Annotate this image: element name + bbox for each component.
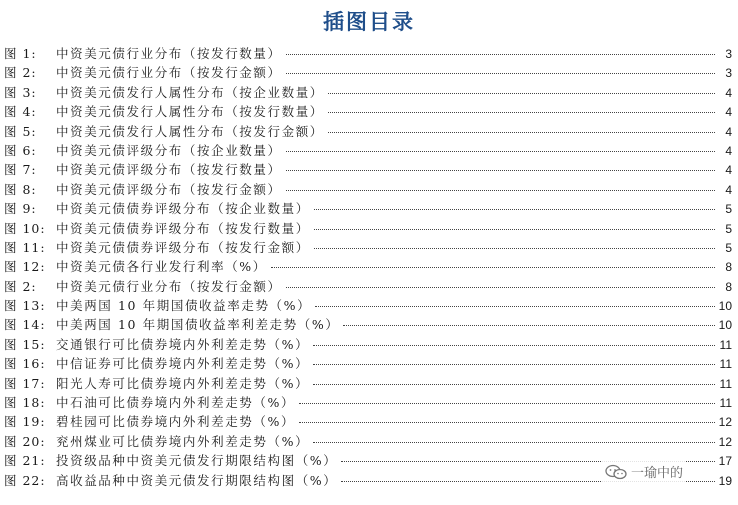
- figure-caption: 中资美元债债券评级分布（按发行金额）: [56, 239, 310, 255]
- dot-leader: [314, 229, 715, 230]
- dot-leader: [314, 209, 715, 210]
- dot-leader: [286, 54, 715, 55]
- figure-caption: 中资美元债行业分布（按发行金额）: [56, 65, 282, 81]
- figure-number: 图 18:: [4, 395, 46, 411]
- page-number: 4: [725, 105, 732, 120]
- dot-leader: [286, 170, 715, 171]
- toc-entry[interactable]: [4, 335, 732, 354]
- page-number: 11: [719, 376, 732, 391]
- figure-number: 图 20:: [4, 433, 46, 449]
- figure-number: 图 17:: [4, 375, 46, 391]
- figure-index-list: [4, 44, 732, 490]
- toc-entry[interactable]: [4, 63, 732, 82]
- figure-number: 图 5:: [4, 123, 37, 139]
- dot-leader: [286, 190, 715, 191]
- figure-caption: 中石油可比债券境内外利差走势（%）: [56, 395, 296, 411]
- figure-caption: 中信证券可比债券境内外利差走势（%）: [56, 356, 310, 372]
- toc-entry[interactable]: [4, 354, 732, 373]
- watermark-text: 一瑜中的: [631, 466, 684, 481]
- dot-leader: [299, 403, 715, 404]
- toc-entry[interactable]: [4, 412, 732, 431]
- page-number: 5: [725, 240, 732, 255]
- page-number: 4: [725, 124, 732, 139]
- figure-number: 图 13:: [4, 298, 46, 314]
- figure-number: 图 10:: [4, 220, 46, 236]
- figure-caption: 中资美元债评级分布（按发行数量）: [56, 162, 282, 178]
- dot-leader: [286, 73, 715, 74]
- page-number: 4: [725, 163, 732, 178]
- figure-caption: 交通银行可比债券境内外利差走势（%）: [56, 336, 310, 352]
- figure-number: 图 22:: [4, 472, 46, 488]
- figure-number: 图 2:: [4, 65, 37, 81]
- figure-caption: 投资级品种中资美元债发行期限结构图（%）: [56, 453, 338, 469]
- figure-caption: 中资美元债发行人属性分布（按发行数量）: [56, 104, 324, 120]
- figure-number: 图 21:: [4, 453, 46, 469]
- figure-caption: 高收益品种中资美元债发行期限结构图（%）: [56, 472, 338, 488]
- page-title: 插图目录: [323, 10, 415, 34]
- figure-caption: 中资美元债行业分布（按发行金额）: [56, 278, 282, 294]
- toc-entry[interactable]: [4, 393, 732, 412]
- toc-entry[interactable]: [4, 122, 732, 141]
- figure-caption: 中资美元债发行人属性分布（按企业数量）: [56, 84, 324, 100]
- figure-caption: 兖州煤业可比债券境内外利差走势（%）: [56, 433, 310, 449]
- toc-entry[interactable]: [4, 315, 732, 334]
- page-number: 12: [718, 415, 732, 430]
- figure-caption: 碧桂园可比债券境内外利差走势（%）: [56, 414, 296, 430]
- dot-leader: [313, 442, 715, 443]
- dot-leader: [314, 248, 715, 249]
- page-number: 5: [725, 202, 732, 217]
- page-number: 5: [725, 221, 732, 236]
- toc-entry[interactable]: [4, 102, 732, 121]
- figure-number: 图 4:: [4, 104, 37, 120]
- figure-number: 图 7:: [4, 162, 37, 178]
- dot-leader: [343, 325, 715, 326]
- toc-entry[interactable]: [4, 219, 732, 238]
- page-number: 11: [719, 357, 732, 372]
- figure-number: 图 8:: [4, 181, 37, 197]
- page-number: 3: [725, 47, 732, 61]
- figure-number: 图 6:: [4, 142, 37, 158]
- figure-number: 图 2:: [4, 278, 37, 294]
- toc-entry[interactable]: [4, 277, 732, 296]
- watermark: [602, 461, 686, 482]
- toc-entry[interactable]: [4, 296, 732, 315]
- page-number: 11: [719, 337, 732, 352]
- page-number: 3: [725, 66, 732, 81]
- toc-entry[interactable]: [4, 257, 732, 276]
- toc-entry[interactable]: [4, 141, 732, 160]
- figure-caption: 中资美元债各行业发行利率（%）: [56, 259, 267, 275]
- toc-entry[interactable]: [4, 180, 732, 199]
- figure-number: 图 3:: [4, 84, 37, 100]
- figure-number: 图 1:: [4, 46, 37, 61]
- page-number: 8: [725, 260, 732, 275]
- figure-number: 图 9:: [4, 201, 37, 217]
- dot-leader: [299, 422, 715, 423]
- dot-leader: [328, 93, 715, 94]
- page-number: 10: [718, 299, 732, 314]
- wechat-icon: [605, 464, 627, 480]
- figure-number: 图 19:: [4, 414, 46, 430]
- page-number: 17: [718, 454, 732, 469]
- toc-entry[interactable]: [4, 44, 732, 63]
- page-number: 4: [725, 182, 732, 197]
- figure-caption: 中资美元债债券评级分布（按企业数量）: [56, 201, 310, 217]
- dot-leader: [328, 112, 715, 113]
- figure-number: 图 12:: [4, 259, 46, 275]
- toc-entry[interactable]: [4, 238, 732, 257]
- page-number: 4: [725, 85, 732, 100]
- dot-leader: [328, 132, 715, 133]
- figure-caption: 中资美元债评级分布（按企业数量）: [56, 142, 282, 158]
- page-number: 12: [718, 434, 732, 449]
- page-number: 19: [718, 473, 732, 488]
- figure-number: 图 16:: [4, 356, 46, 372]
- figure-caption: 中美两国 10 年期国债收益率走势（%）: [56, 298, 312, 314]
- dot-leader: [271, 267, 715, 268]
- toc-entry[interactable]: [4, 199, 732, 218]
- page-number: 8: [725, 279, 732, 294]
- page-number: 11: [719, 396, 732, 411]
- toc-entry[interactable]: [4, 432, 732, 451]
- dot-leader: [313, 345, 715, 346]
- toc-entry[interactable]: [4, 160, 732, 179]
- dot-leader: [286, 151, 715, 152]
- figure-caption: 中资美元债债券评级分布（按发行数量）: [56, 220, 310, 236]
- figure-caption: 中资美元债发行人属性分布（按发行金额）: [56, 123, 324, 139]
- figure-caption: 中美两国 10 年期国债收益率利差走势（%）: [56, 317, 340, 333]
- dot-leader: [313, 384, 715, 385]
- figure-number: 图 14:: [4, 317, 46, 333]
- dot-leader: [315, 306, 715, 307]
- toc-entry[interactable]: [4, 83, 732, 102]
- figure-caption: 阳光人寿可比债券境内外利差走势（%）: [56, 375, 310, 391]
- figure-number: 图 11:: [4, 239, 46, 255]
- page-number: 4: [725, 143, 732, 158]
- figure-caption: 中资美元债评级分布（按发行金额）: [56, 181, 282, 197]
- dot-leader: [286, 287, 715, 288]
- figure-number: 图 15:: [4, 336, 46, 352]
- toc-entry[interactable]: [4, 374, 732, 393]
- page-number: 10: [718, 318, 732, 333]
- figure-caption: 中资美元债行业分布（按发行数量）: [56, 46, 282, 61]
- dot-leader: [313, 364, 715, 365]
